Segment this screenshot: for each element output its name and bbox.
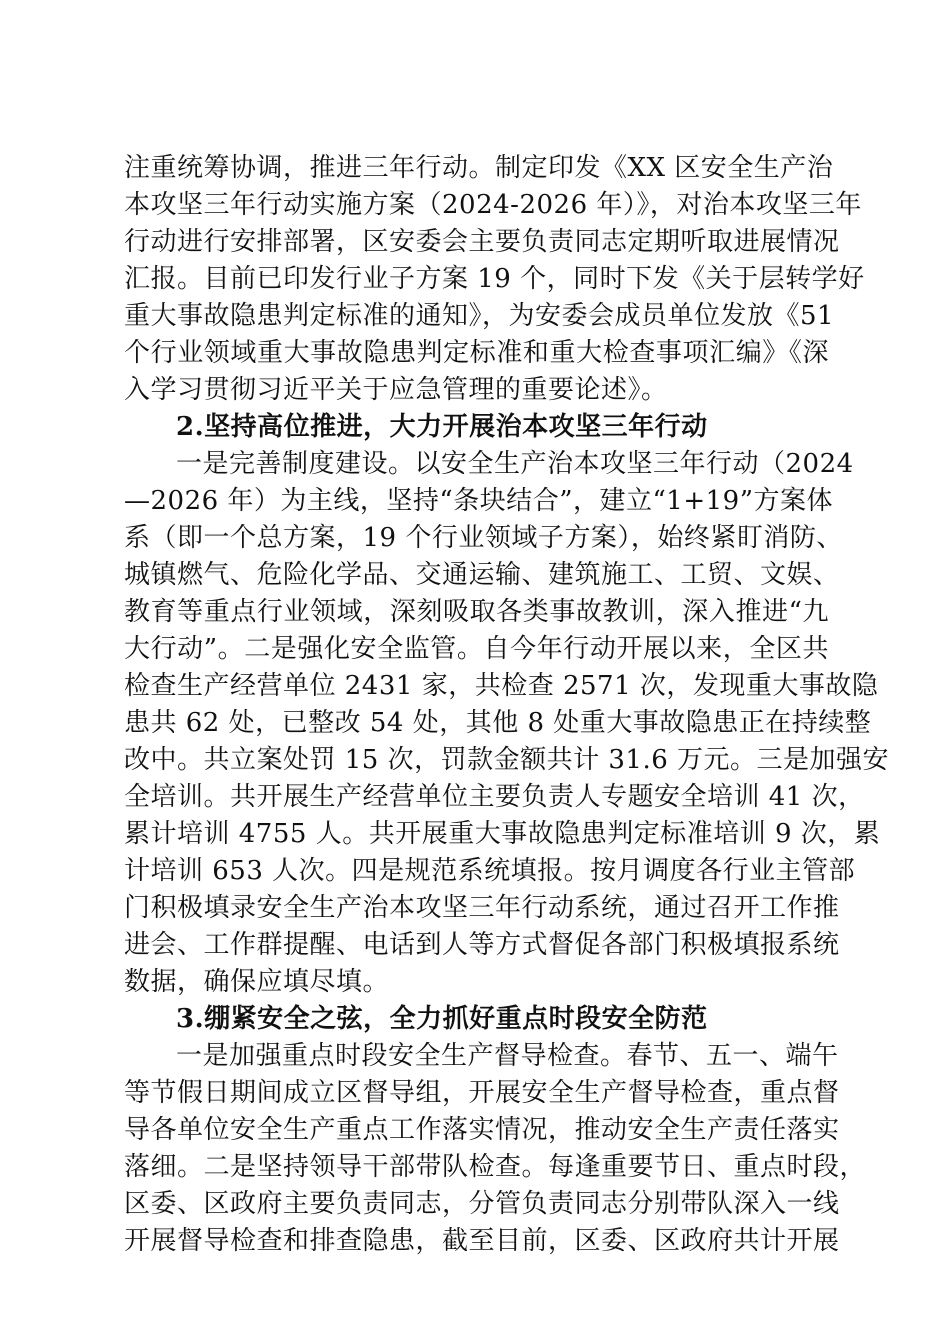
text-line: 本攻坚三年行动实施方案（2024-2026 年）》，对治本攻坚三年 bbox=[124, 190, 862, 220]
text-line: 数据，确保应填尽填。 bbox=[124, 967, 390, 997]
text-line: 区委、区政府主要负责同志，分管负责同志分别带队深入一线 bbox=[124, 1189, 840, 1219]
text-line: 汇报。目前已印发行业子方案 19 个，同时下发《关于层转学好 bbox=[124, 264, 865, 294]
text-line: 门积极填录安全生产治本攻坚三年行动系统，通过召开工作推 bbox=[124, 893, 840, 923]
text-line: 注重统筹协调，推进三年行动。制定印发《XX 区安全生产治 bbox=[124, 153, 834, 183]
paragraph-coordination bbox=[124, 150, 865, 409]
text-line: 落细。二是坚持领导干部带队检查。每逢重要节日、重点时段， bbox=[124, 1152, 867, 1182]
section-heading-3: 3.绷紧安全之弦，全力抓好重点时段安全防范 bbox=[176, 1004, 708, 1034]
text-line: 一是加强重点时段安全生产督导检查。春节、五一、端午 bbox=[176, 1041, 839, 1071]
text-line: 计培训 653 人次。四是规范系统填报。按月调度各行业主管部 bbox=[124, 856, 856, 886]
text-line: 系（即一个总方案，19 个行业领域子方案），始终紧盯消防、 bbox=[124, 523, 843, 553]
text-line: 行动进行安排部署，区安委会主要负责同志定期听取进展情况 bbox=[124, 227, 840, 257]
text-line: 一是完善制度建设。以安全生产治本攻坚三年行动（2024 bbox=[176, 449, 854, 479]
section-heading-2: 2.坚持高位推进，大力开展治本攻坚三年行动 bbox=[176, 412, 708, 442]
text-line: 进会、工作群提醒、电话到人等方式督促各部门积极填报系统 bbox=[124, 930, 840, 960]
text-line: 全培训。共开展生产经营单位主要负责人专题安全培训 41 次， bbox=[124, 782, 865, 812]
text-line: 检查生产经营单位 2431 家，共检查 2571 次，发现重大事故隐 bbox=[124, 671, 879, 701]
text-line: 个行业领域重大事故隐患判定标准和重大检查事项汇编》《深 bbox=[124, 338, 829, 368]
text-line: 改中。共立案处罚 15 次，罚款金额共计 31.6 万元。三是加强安 bbox=[124, 745, 890, 775]
document-page bbox=[124, 150, 890, 1260]
text-line: 城镇燃气、危险化学品、交通运输、建筑施工、工贸、文娱、 bbox=[124, 560, 840, 590]
text-line: 教育等重点行业领域，深刻吸取各类事故教训，深入推进“九 bbox=[124, 597, 829, 627]
text-line: —2026 年）为主线，坚持“条块结合”，建立“1+19”方案体 bbox=[124, 486, 834, 516]
text-line: 入学习贯彻习近平关于应急管理的重要论述》。 bbox=[124, 375, 668, 405]
text-line: 开展督导检查和排查隐患，截至目前，区委、区政府共计开展 bbox=[124, 1226, 840, 1256]
text-line: 导各单位安全生产重点工作落实情况，推动安全生产责任落实 bbox=[124, 1115, 840, 1145]
paragraph-high-level-push bbox=[124, 446, 890, 1001]
paragraph-key-period-safety bbox=[124, 1038, 867, 1260]
text-line: 患共 62 处，已整改 54 处，其他 8 处重大事故隐患正在持续整 bbox=[124, 708, 872, 738]
text-line: 重大事故隐患判定标准的通知》，为安委会成员单位发放《51 bbox=[124, 301, 835, 331]
text-line: 大行动”。二是强化安全监管。自今年行动开展以来，全区共 bbox=[124, 634, 829, 664]
text-line: 等节假日期间成立区督导组，开展安全生产督导检查，重点督 bbox=[124, 1078, 840, 1108]
text-line: 累计培训 4755 人。共开展重大事故隐患判定标准培训 9 次，累 bbox=[124, 819, 881, 849]
